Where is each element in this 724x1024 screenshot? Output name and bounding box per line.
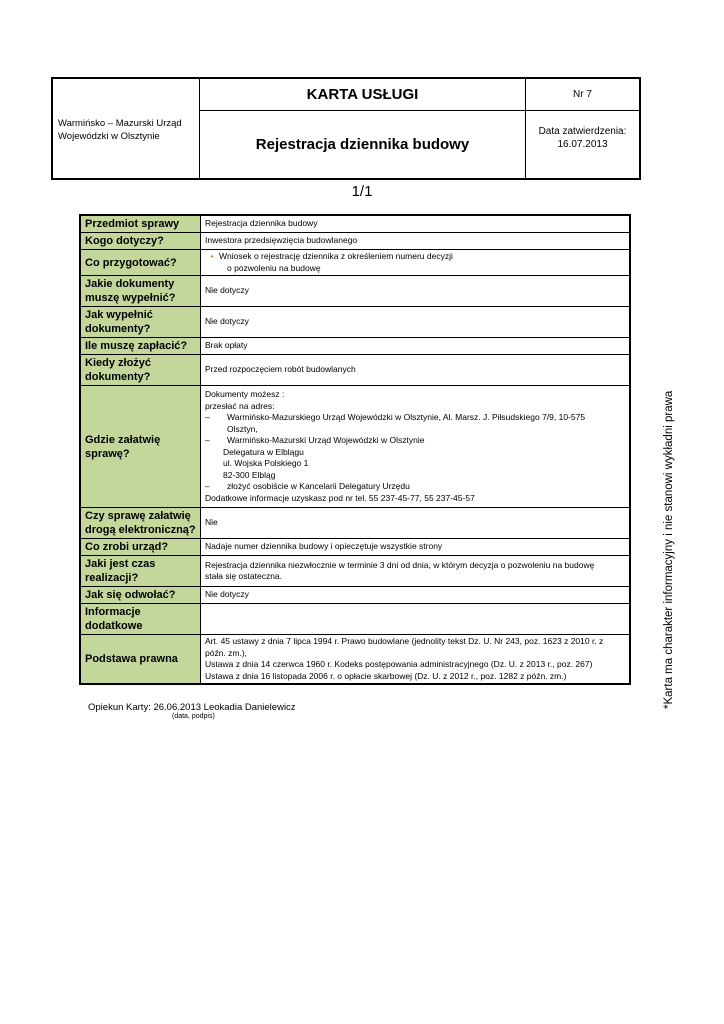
card-number: Nr 7 [526,79,639,111]
row-label: Przedmiot sprawy [80,215,201,233]
row-label: Jak wypełnić dokumenty? [80,307,201,338]
table-row [80,233,630,250]
card-header [51,77,641,180]
legal-basis-line3: Ustawa z dnia 14 czerwca 1960 r. Kodeks postępowania administracyjnego (Dz. U. z 2013 r., poz. 267) [205,659,593,669]
table-row [80,250,630,276]
address-1-city: Olsztyn, [227,423,258,434]
card-caretaker: Opiekun Karty: 26.06.2013 Leokadia Danielewicz [88,702,296,713]
row-label: Jaki jest czas realizacji? [80,556,201,587]
realization-line1: Rejestracja dziennika niezwłocznie w terminie 3 dni od dnia, w którym decyzja o pozwoleniu na budowę [205,559,595,570]
dash-marker: – [205,481,210,491]
dash-marker: – [205,412,210,422]
row-value: Inwestora przedsięwzięcia budowlanego [201,233,631,250]
row-value: Nie dotyczy [201,307,631,338]
docs-intro: Dokumenty możesz : [205,389,285,399]
row-label: Czy sprawę załatwię drogą elektroniczną? [80,508,201,539]
approval-date-box [526,111,639,178]
address-2-branch: Delegatura w Elblągu [223,446,304,457]
prepare-line1: Wniosek o rejestrację dziennika z określeniem numeru decyzji [219,251,453,261]
row-label: Podstawa prawna [80,635,201,685]
row-label: Informacje dodatkowe [80,604,201,635]
table-row [80,587,630,604]
page-indicator: 1/1 [351,183,373,200]
table-row [80,556,630,587]
row-value: Rejestracja dziennika budowy [201,215,631,233]
table-row [80,635,630,685]
service-name: Rejestracja dziennika budowy [200,111,526,178]
table-row [80,276,630,307]
row-label: Ile muszę zapłacić? [80,338,201,355]
row-value [201,556,631,587]
prepare-line2: o pozwoleniu na budowę [227,262,321,273]
table-row [80,307,630,338]
office-name-line1: Warmińsko – Mazurski Urząd [58,118,182,129]
in-person-option: złożyć osobiście w Kancelarii Delegatury Urzędu [227,481,410,491]
row-value [201,250,631,276]
row-value: Nie [201,508,631,539]
row-value [201,635,631,685]
row-value: Brak opłaty [201,338,631,355]
row-value: Nie dotyczy [201,587,631,604]
row-label: Co zrobi urząd? [80,539,201,556]
row-label: Gdzie załatwię sprawę? [80,386,201,508]
approval-date: 16.07.2013 [557,139,608,150]
row-label: Co przygotować? [80,250,201,276]
issuing-office [53,79,200,178]
dash-marker: – [205,435,210,445]
docs-send: przesłać na adres: [205,400,275,411]
table-row [80,215,630,233]
legal-basis-line1: Art. 45 ustawy z dnia 7 lipca 1994 r. Prawo budowlane (jednolity tekst Dz. U. Nr 243, poz. 1623 z 2010 r. z [205,636,604,646]
signature-hint: (data, podpis) [172,713,215,720]
row-value [201,386,631,508]
row-label: Jakie dokumenty muszę wypełnić? [80,276,201,307]
table-row [80,539,630,556]
table-row [80,355,630,386]
row-value: Nie dotyczy [201,276,631,307]
address-2-city: 82-300 Elbląg [223,469,276,480]
table-row [80,604,630,635]
table-row [80,338,630,355]
realization-line2: stała się ostateczna. [205,571,283,581]
service-info-table [79,214,631,685]
table-row [80,386,630,508]
row-value: Nadaje numer dziennika budowy i opieczętuje wszystkie strony [201,539,631,556]
bullet-icon: • [210,251,214,261]
address-2: Warmińsko-Mazurski Urząd Wojewódzki w Olsztynie [227,435,425,445]
row-value [201,604,631,635]
row-label: Kiedy złożyć dokumenty? [80,355,201,386]
row-label: Kogo dotyczy? [80,233,201,250]
legal-basis-line4: Ustawa z dnia 16 listopada 2006 r. o opłacie skarbowej (Dz. U. z 2012 r., poz. 1282 z późn. zm.) [205,670,567,681]
address-2-street: ul. Wojska Polskiego 1 [223,458,309,468]
table-row [80,508,630,539]
contact-info: Dodatkowe informacje uzyskasz pod nr tel. 55 237-45-77, 55 237-45-57 [205,492,475,503]
address-1: Warmińsko-Mazurskiego Urząd Wojewódzki w Olsztynie, Al. Marsz. J. Piłsudskiego 7/9, 10-575 [227,412,586,422]
approval-label: Data zatwierdzenia: [538,126,627,137]
card-title: KARTA USŁUGI [200,79,526,111]
legal-basis-line2: późn. zm.), [205,647,248,658]
office-name-line2: Wojewódzki w Olsztynie [58,131,160,142]
row-label: Jak się odwołać? [80,587,201,604]
row-value: Przed rozpoczęciem robót budowlanych [201,355,631,386]
disclaimer-note: *Karta ma charakter informacyjny i nie stanowi wykładni prawa [663,390,675,709]
